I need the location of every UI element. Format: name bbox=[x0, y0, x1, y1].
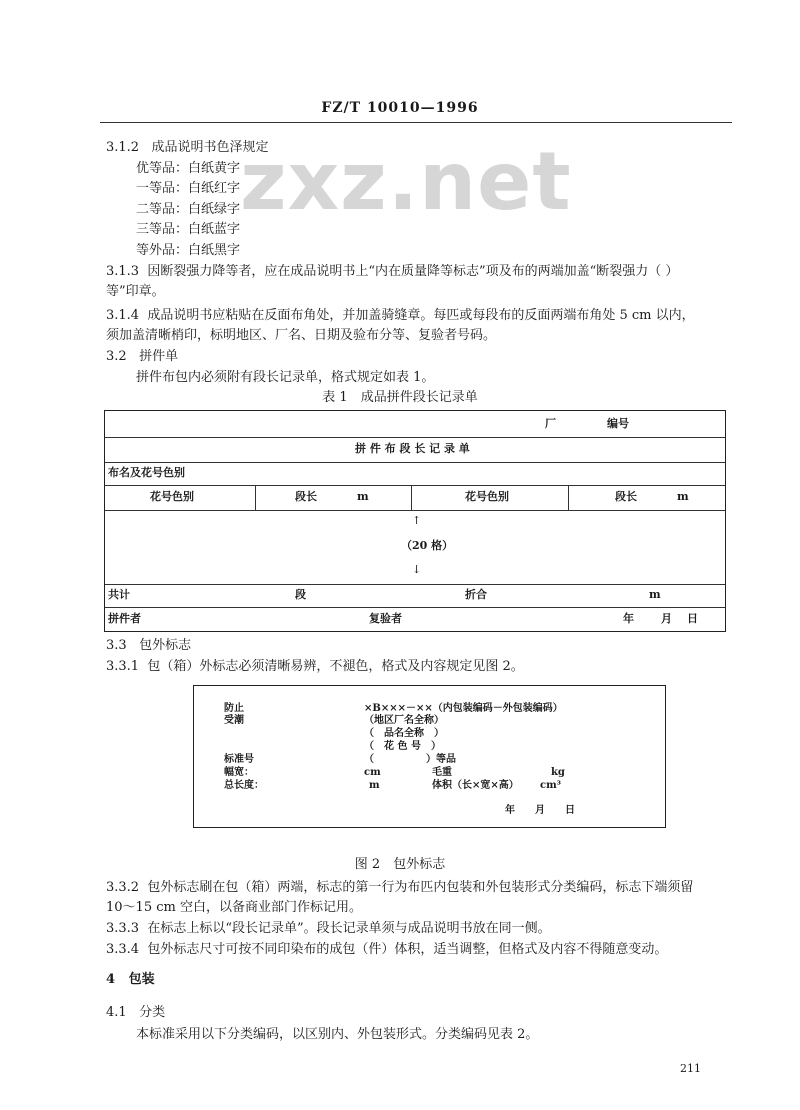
rechecker-label: 复验者 bbox=[369, 612, 402, 625]
section-number: 3.3.3 bbox=[106, 921, 140, 936]
section-3-2-heading bbox=[106, 349, 178, 365]
section-3-1-4-line1 bbox=[106, 308, 695, 324]
col-pattern-color-1: 花号色别 bbox=[150, 490, 194, 503]
figure-2-caption: 图 2 包外标志 bbox=[354, 857, 446, 872]
color-rule-item: 等外品：白纸黑字 bbox=[136, 243, 241, 258]
table-rule bbox=[105, 437, 725, 438]
color-rule-item: 优等品：白纸黄字 bbox=[136, 161, 241, 176]
cloth-name-label: 布名及花号色别 bbox=[108, 466, 185, 479]
section-3-3-3 bbox=[106, 921, 551, 937]
assembler-label: 拼件者 bbox=[108, 612, 141, 625]
table-col-rule bbox=[255, 485, 256, 510]
section-3-3-2-line1 bbox=[106, 880, 693, 896]
section-text: 成品说明书应粘贴在反面布角处，并加盖骑缝章。每匹或每段布的反面两端布角处 5 cm 以内， bbox=[147, 308, 695, 323]
section-4-1-body: 本标准采用以下分类编码，以区别内、外包装形式。分类编码见表 2。 bbox=[136, 1027, 539, 1042]
grade-close: ）等品 bbox=[426, 754, 456, 765]
section-number: 4.1 bbox=[106, 1005, 127, 1020]
header-rule bbox=[100, 122, 732, 123]
volume-unit: cm³ bbox=[540, 780, 562, 791]
section-3-1-3-line2: 等”印章。 bbox=[106, 284, 165, 299]
table-1-caption: 表 1 成品拼件段长记录单 bbox=[322, 390, 478, 405]
label-line: 总长度： bbox=[224, 780, 264, 791]
section-title: 分类 bbox=[139, 1005, 166, 1020]
total-label: 共计 bbox=[108, 588, 130, 601]
section-number: 3.3 bbox=[106, 638, 127, 653]
section-title: 成品说明书色泽规定 bbox=[151, 140, 269, 155]
col-length-2: 段长 bbox=[615, 490, 637, 503]
product-name: （ 品名全称 ） bbox=[364, 728, 444, 739]
section-3-3-4 bbox=[106, 942, 667, 958]
section-number: 3.1.4 bbox=[106, 308, 140, 323]
color-rule-item: 二等品：白纸绿字 bbox=[136, 202, 241, 217]
pattern-color: （ 花 色 号 ） bbox=[364, 741, 441, 752]
section-text: 在标志上标以“段长记录单”。段长记录单须与成品说明书放在同一侧。 bbox=[147, 921, 551, 936]
section-number: 3.1.3 bbox=[106, 264, 140, 279]
col-length-1-unit: m bbox=[357, 490, 369, 503]
col-pattern-color-2: 花号色别 bbox=[465, 490, 509, 503]
section-3-3-1 bbox=[106, 659, 524, 675]
day-label: 日 bbox=[687, 612, 698, 625]
label-line: 标准号 bbox=[224, 754, 254, 765]
table-col-rule bbox=[568, 485, 569, 510]
section-title: 包外标志 bbox=[139, 638, 192, 653]
weight-label: 毛重 bbox=[432, 767, 452, 778]
section-text: 包外标志刷在包（箱）两端，标志的第一行为布匹内包装和外包装形式分类编码，标志下端须留 bbox=[147, 880, 694, 895]
section-3-3-2-line2: 10～15 cm 空白，以备商业部门作标记用。 bbox=[106, 900, 362, 915]
section-3-3-heading bbox=[106, 638, 191, 654]
figure-2-package-label bbox=[193, 685, 666, 828]
arrow-down-icon: ↓ bbox=[412, 563, 422, 576]
section-title: 包装 bbox=[128, 972, 155, 987]
section-3-1-2-heading bbox=[106, 140, 269, 156]
section-number: 3.2 bbox=[106, 349, 127, 364]
table-rule bbox=[105, 607, 725, 608]
section-3-2-body: 拼件布包内必须附有段长记录单，格式规定如表 1。 bbox=[136, 370, 435, 385]
table-1 bbox=[104, 410, 726, 632]
table-rule bbox=[105, 510, 725, 511]
color-rule-item: 三等品：白纸蓝字 bbox=[136, 222, 241, 237]
width-unit: cm bbox=[364, 767, 381, 778]
label-line: 受潮 bbox=[224, 715, 244, 726]
rows-note: （20 格） bbox=[401, 539, 454, 552]
weight-unit: kg bbox=[551, 767, 565, 778]
length-unit: m bbox=[369, 780, 380, 791]
section-text: 包（箱）外标志必须清晰易辨，不褪色，格式及内容规定见图 2。 bbox=[147, 659, 524, 674]
color-rule-item: 一等品：白纸红字 bbox=[136, 181, 241, 196]
table-col-rule bbox=[411, 485, 412, 510]
table-rule bbox=[105, 485, 725, 486]
section-title: 拼件单 bbox=[139, 349, 179, 364]
converted-label: 折合 bbox=[465, 588, 487, 601]
date-line: 年 月 日 bbox=[505, 805, 575, 816]
col-length-1: 段长 bbox=[295, 490, 317, 503]
section-4-1-heading bbox=[106, 1005, 165, 1021]
section-text: 因断裂强力降等者，应在成品说明书上“内在质量降等标志”项及布的两端加盖“断裂强力（ ） bbox=[147, 264, 679, 279]
section-number: 3.1.2 bbox=[106, 140, 140, 155]
standard-header: FZ/T 10010—1996 bbox=[321, 100, 479, 116]
region-factory: （地区厂名全称） bbox=[364, 715, 444, 726]
section-3-1-4-line2: 须加盖清晰梢印，标明地区、厂名、日期及验布分等、复验者号码。 bbox=[106, 328, 497, 343]
section-number: 3.3.2 bbox=[106, 880, 140, 895]
package-code: ×B×××－××（内包装编码－外包装编码） bbox=[364, 703, 563, 714]
arrow-up-icon: ↑ bbox=[412, 514, 422, 527]
section-3-1-3-line1 bbox=[106, 264, 678, 280]
factory-label: 厂 bbox=[545, 417, 556, 430]
table-rule bbox=[105, 584, 725, 585]
col-length-2-unit: m bbox=[677, 490, 689, 503]
section-4-heading bbox=[106, 972, 155, 988]
year-label: 年 bbox=[623, 612, 634, 625]
grade-open: （ bbox=[364, 754, 374, 765]
section-number: 3.3.4 bbox=[106, 942, 140, 957]
volume-label: 体积（长×宽×高） bbox=[432, 780, 519, 791]
page-number: 211 bbox=[680, 1062, 701, 1075]
watermark: zxz.net bbox=[240, 135, 572, 228]
section-number: 3.3.1 bbox=[106, 659, 140, 674]
table-rule bbox=[105, 462, 725, 463]
section-text: 包外标志尺寸可按不同印染布的成包（件）体积，适当调整，但格式及内容不得随意变动。 bbox=[147, 942, 668, 957]
month-label: 月 bbox=[661, 612, 672, 625]
table-title: 拼 件 布 段 长 记 录 单 bbox=[355, 442, 470, 455]
label-line: 防止 bbox=[224, 703, 244, 714]
label-line: 幅宽： bbox=[224, 767, 254, 778]
section-number: 4 bbox=[106, 972, 116, 987]
number-label: 编号 bbox=[607, 417, 629, 430]
meters-label: m bbox=[649, 588, 661, 601]
segments-label: 段 bbox=[295, 588, 306, 601]
